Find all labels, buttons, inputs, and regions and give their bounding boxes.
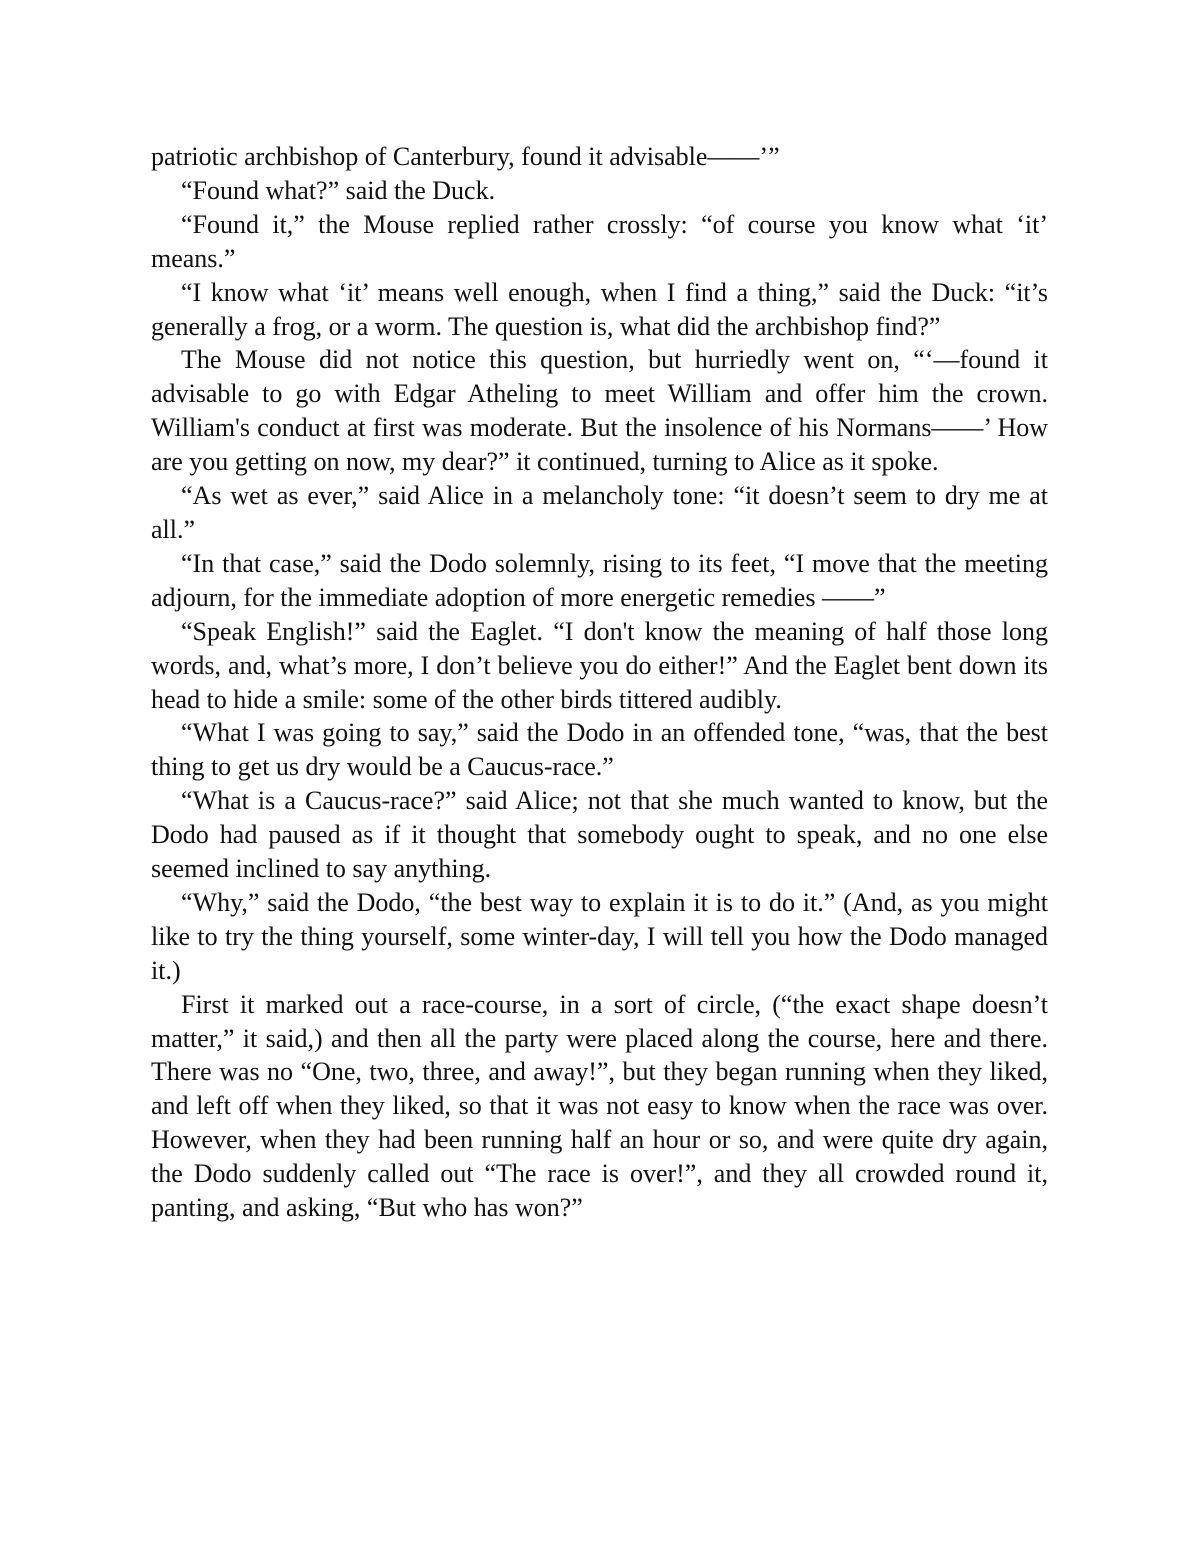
paragraph: “Found it,” the Mouse replied rather crossly: “of course you know what ‘it’ means.” [151,209,1048,273]
paragraph: “Why,” said the Dodo, “the best way to explain it is to do it.” (And, as you might like to try the thing yourself, some winter-day, I will tell you how the Dodo managed it.) [151,887,1048,985]
paragraph: “In that case,” said the Dodo solemnly, rising to its feet, “I move that the meeting adjourn, for the immediate adoption of more energetic remedies ——” [151,548,1048,612]
paragraph: First it marked out a race-course, in a sort of circle, (“the exact shape doesn’t matter,” it said,) and then all the party were placed along the course, here and there. There was no “One, two, three, and away!”, but they began running when they liked, and left off when they liked, so that it was not easy to know when the race was over. However, when they had been running half an hour or so, and were quite dry again, the Dodo suddenly called out “The race is over!”, and they all crowded round it, panting, and asking, “But who has won?” [151,989,1048,1223]
paragraph: “As wet as ever,” said Alice in a melancholy tone: “it doesn’t seem to dry me at all.” [151,481,1048,544]
paragraph-continued: patriotic archbishop of Canterbury, found it advisable——’” [151,142,780,171]
paragraph: “Speak English!” said the Eaglet. “I don't know the meaning of half those long words, and, what’s more, I don’t believe you do either!” And the Eaglet bent down its head to hide a smile: some of the other birds tittered audibly. [151,616,1048,714]
page-body [151,140,1048,1225]
paragraph: “What is a Caucus-race?” said Alice; not that she much wanted to know, but the Dodo had paused as if it thought that somebody ought to speak, and no one else seemed inclined to say anything. [151,786,1048,884]
paragraph: “I know what ‘it’ means well enough, when I find a thing,” said the Duck: “it’s generally a frog, or a worm. The question is, what did the archbishop find?” [151,277,1048,341]
paragraph: The Mouse did not notice this question, but hurriedly went on, “‘—found it advisable to go with Edgar Atheling to meet William and offer him the crown. William's conduct at first was moderate. But the insolence of his Normans——’ How are you getting on now, my dear?” it continued, turning to Alice as it spoke. [151,345,1048,477]
paragraph: “Found what?” said the Duck. [181,175,496,205]
paragraph: “What I was going to say,” said the Dodo in an offended tone, “was, that the best thing to get us dry would be a Caucus-race.” [151,718,1048,782]
